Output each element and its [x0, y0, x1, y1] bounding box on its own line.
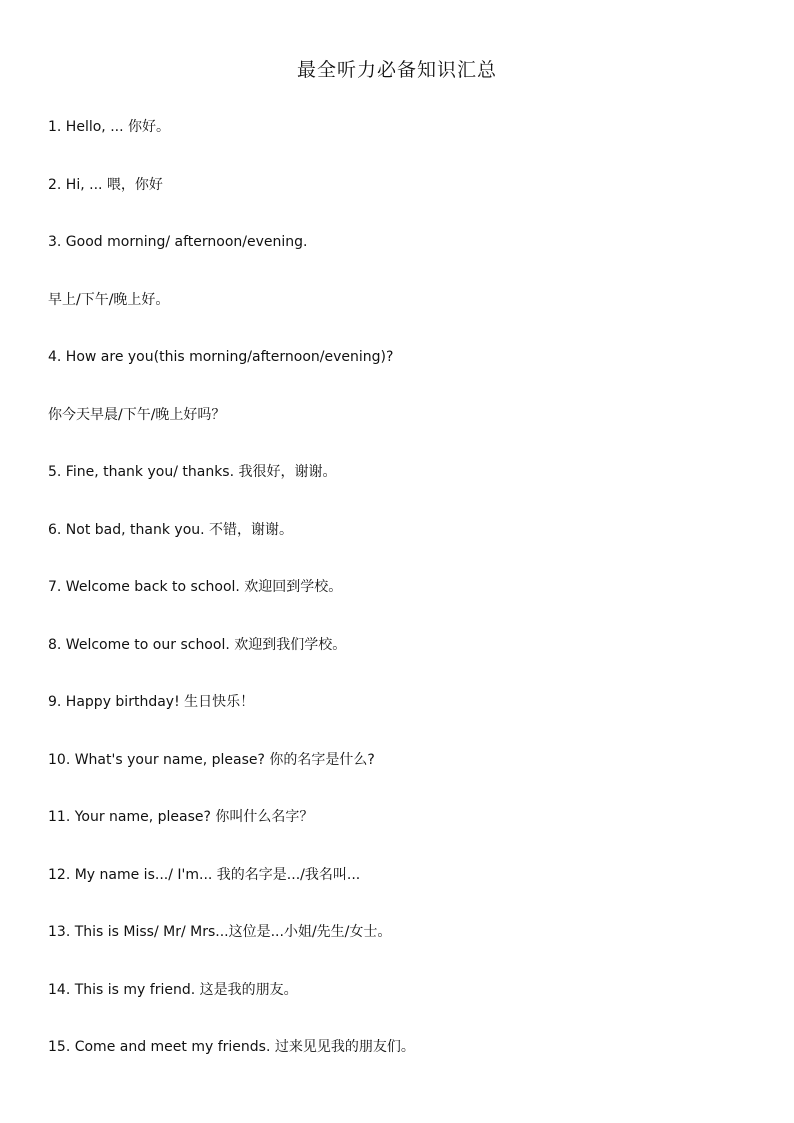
phrase-line-1: 1. Hello, ... 你好。: [48, 119, 170, 135]
phrase-line-3-translation: 早上/下午/晚上好。: [48, 291, 170, 308]
phrase-line-5: 5. Fine, thank you/ thanks. 我很好，谢谢。: [48, 464, 337, 480]
phrase-line-7: 7. Welcome back to school. 欢迎回到学校。: [48, 579, 343, 595]
phrase-line-14: 14. This is my friend. 这是我的朋友。: [48, 981, 298, 998]
phrase-line-15: 15. Come and meet my friends. 过来见见我的朋友们。: [48, 1039, 415, 1055]
phrase-line-2: 2. Hi, ... 喂，你好: [48, 176, 163, 193]
phrase-line-4-translation: 你今天早晨/下午/晚上好吗？: [48, 406, 226, 423]
phrase-line-11: 11. Your name, please? 你叫什么名字？: [48, 809, 314, 825]
phrase-line-6: 6. Not bad, thank you. 不错，谢谢。: [48, 521, 294, 538]
document-title: 最全听力必备知识汇总: [296, 59, 497, 81]
phrase-line-10: 10. What's your name, please? 你的名字是什么?: [48, 751, 375, 768]
phrase-line-9: 9. Happy birthday! 生日快乐！: [48, 694, 255, 710]
phrase-list: [48, 117, 768, 1095]
phrase-line-13: 13. This is Miss/ Mr/ Mrs...这位是...小姐/先生/女士。: [48, 924, 392, 940]
phrase-line-8: 8. Welcome to our school. 欢迎到我们学校。: [48, 636, 347, 653]
phrase-line-3: 3. Good morning/ afternoon/evening.: [48, 234, 308, 250]
phrase-line-12: 12. My name is.../ I'm... 我的名字是.../我名叫...: [48, 866, 361, 883]
phrase-line-4: 4. How are you(this morning/afternoon/evening)?: [48, 349, 394, 365]
